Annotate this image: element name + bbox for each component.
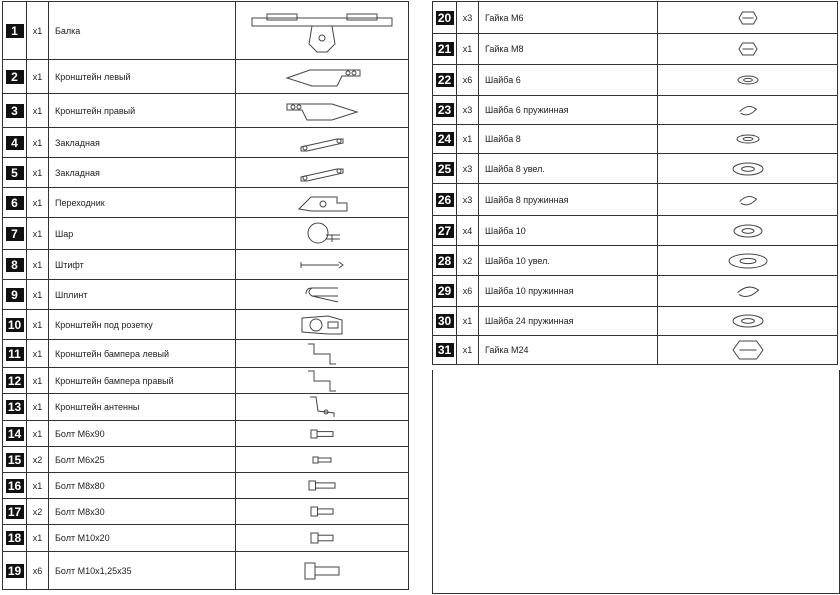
item-number-badge: 24 [436,132,454,146]
item-number-cell [433,246,457,276]
antenna-bracket-icon [306,395,338,419]
item-number-cell [433,96,457,125]
item-quantity: x4 [457,216,479,246]
item-number-cell [3,158,27,188]
item-number-cell [3,473,27,499]
item-picture-cell [236,473,409,499]
parts-row [433,2,838,34]
parts-row [3,340,409,368]
flat-washer-icon [736,134,760,144]
item-number-badge: 30 [436,314,454,328]
item-number-cell [3,218,27,250]
item-number-badge: 6 [6,196,24,210]
item-name: Кронштейн бампера левый [49,340,236,368]
bolt-icon [309,505,335,518]
item-name: Гайка М24 [479,336,658,365]
item-number-cell [433,184,457,216]
item-quantity: x1 [27,368,49,394]
item-quantity: x2 [27,447,49,473]
item-name: Гайка М6 [479,2,658,34]
flat-washer-icon [732,314,764,328]
item-number-badge: 27 [436,224,454,238]
parts-row [433,34,838,65]
item-picture-cell [236,552,409,590]
item-number-cell [3,94,27,128]
item-quantity: x1 [27,340,49,368]
item-name: Кронштейн под розетку [49,310,236,340]
item-number-badge: 4 [6,136,24,150]
item-picture-cell [658,65,838,96]
item-number-badge: 15 [6,453,24,467]
item-name: Закладная [49,128,236,158]
item-name: Переходник [49,188,236,218]
item-number-badge: 12 [6,374,24,388]
left-bracket-icon [282,64,362,90]
item-number-cell [3,447,27,473]
item-number-badge: 2 [6,70,24,84]
item-number-cell [3,128,27,158]
embed-plate-icon [297,163,347,183]
item-picture-cell [236,128,409,158]
bumper-bracket-icon [304,342,340,366]
item-number-cell [3,188,27,218]
parts-row [433,96,838,125]
item-name: Шайба 10 пружинная [479,276,658,307]
item-number-cell [3,340,27,368]
item-number-cell [3,310,27,340]
item-number-cell [433,2,457,34]
parts-row [3,2,409,60]
item-number-badge: 18 [6,531,24,545]
item-number-cell [3,368,27,394]
item-quantity: x6 [27,552,49,590]
item-name: Шар [49,218,236,250]
adapter-icon [295,191,350,215]
flat-washer-icon [728,253,768,269]
item-number-cell [3,421,27,447]
item-picture-cell [658,336,838,365]
item-number-badge: 19 [6,564,24,578]
item-name: Болт М8х30 [49,499,236,525]
item-picture-cell [236,60,409,94]
item-picture-cell [236,218,409,250]
item-quantity: x6 [457,65,479,96]
item-quantity: x1 [457,336,479,365]
item-picture-cell [236,421,409,447]
item-number-cell [3,394,27,421]
empty-table-area [432,370,840,594]
item-number-badge: 23 [436,103,454,117]
item-quantity: x1 [27,188,49,218]
item-name: Шайба 6 пружинная [479,96,658,125]
item-number-badge: 8 [6,258,24,272]
item-name: Шайба 6 [479,65,658,96]
item-quantity: x1 [27,128,49,158]
item-quantity: x2 [27,499,49,525]
item-quantity: x1 [457,125,479,154]
item-number-badge: 1 [6,24,24,38]
item-quantity: x1 [457,34,479,65]
parts-row [3,188,409,218]
item-number-cell [433,154,457,184]
bolt-icon [311,455,333,465]
bolt-icon [309,428,335,440]
item-quantity: x1 [27,310,49,340]
parts-row [3,280,409,310]
bolt-icon [309,531,335,545]
parts-row [433,216,838,246]
parts-row [433,276,838,307]
spring-washer-icon [736,192,760,208]
item-name: Болт М10х20 [49,525,236,552]
item-name: Шайба 8 увел. [479,154,658,184]
item-quantity: x1 [27,250,49,280]
bumper-bracket-icon [304,369,340,393]
item-number-cell [433,125,457,154]
item-number-cell [433,34,457,65]
item-name: Кронштейн антенны [49,394,236,421]
item-quantity: x3 [457,184,479,216]
item-number-badge: 20 [436,11,454,25]
item-quantity: x1 [27,394,49,421]
item-name: Закладная [49,158,236,188]
item-name: Болт М6х90 [49,421,236,447]
item-name: Болт М6х25 [49,447,236,473]
item-picture-cell [658,154,838,184]
tow-beam-icon [247,6,397,56]
parts-row [3,394,409,421]
item-picture-cell [658,276,838,307]
parts-row [3,473,409,499]
item-number-cell [433,65,457,96]
item-name: Шайба 10 [479,216,658,246]
item-picture-cell [658,96,838,125]
cotter-pin-icon [302,284,342,306]
parts-row [3,250,409,280]
flat-washer-icon [737,75,759,85]
item-name: Штифт [49,250,236,280]
item-name: Болт М8х80 [49,473,236,499]
bolt-icon [307,479,337,492]
item-number-badge: 28 [436,254,454,268]
parts-table-right [432,1,838,365]
hex-nut-icon [737,41,759,57]
item-picture-cell [658,34,838,65]
item-number-badge: 17 [6,505,24,519]
item-quantity: x1 [27,525,49,552]
item-quantity: x1 [27,473,49,499]
item-number-cell [433,307,457,336]
parts-row [3,60,409,94]
item-number-badge: 21 [436,42,454,56]
item-quantity: x1 [27,421,49,447]
item-picture-cell [658,246,838,276]
item-picture-cell [658,307,838,336]
item-quantity: x1 [27,2,49,60]
item-number-cell [3,525,27,552]
parts-row [433,125,838,154]
item-number-badge: 13 [6,400,24,414]
item-name: Шайба 10 увел. [479,246,658,276]
item-name: Шайба 24 пружинная [479,307,658,336]
parts-row [3,128,409,158]
item-quantity: x1 [27,94,49,128]
item-number-badge: 3 [6,104,24,118]
item-quantity: x3 [457,96,479,125]
item-quantity: x1 [457,307,479,336]
item-number-cell [3,552,27,590]
parts-row [3,94,409,128]
item-name: Балка [49,2,236,60]
item-number-badge: 9 [6,288,24,302]
spring-washer-icon [733,282,763,300]
item-picture-cell [236,340,409,368]
item-number-badge: 31 [436,343,454,357]
item-picture-cell [236,447,409,473]
tow-ball-icon [302,220,342,248]
item-picture-cell [658,125,838,154]
item-number-badge: 16 [6,479,24,493]
item-name: Кронштейн левый [49,60,236,94]
item-number-cell [3,250,27,280]
parts-row [433,246,838,276]
item-picture-cell [658,2,838,34]
item-number-cell [3,499,27,525]
parts-row [3,368,409,394]
item-picture-cell [236,188,409,218]
parts-row [3,310,409,340]
item-number-cell [3,280,27,310]
parts-row [433,307,838,336]
parts-row [433,65,838,96]
item-number-badge: 7 [6,227,24,241]
parts-row [433,336,838,365]
item-picture-cell [236,394,409,421]
item-picture-cell [236,310,409,340]
pin-icon [299,258,345,272]
item-picture-cell [236,2,409,60]
item-number-badge: 26 [436,193,454,207]
item-name: Шплинт [49,280,236,310]
item-picture-cell [236,250,409,280]
item-name: Шайба 8 [479,125,658,154]
hex-nut-icon [731,339,765,361]
item-number-badge: 22 [436,73,454,87]
parts-row [3,158,409,188]
item-picture-cell [236,368,409,394]
socket-bracket-icon [298,312,346,338]
parts-row [3,525,409,552]
item-number-cell [3,2,27,60]
item-number-cell [433,276,457,307]
item-picture-cell [236,158,409,188]
item-quantity: x1 [27,280,49,310]
item-quantity: x6 [457,276,479,307]
parts-row [433,184,838,216]
item-number-cell [433,216,457,246]
item-name: Кронштейн бампера правый [49,368,236,394]
item-number-cell [3,60,27,94]
item-number-badge: 14 [6,427,24,441]
item-picture-cell [236,94,409,128]
item-quantity: x3 [457,154,479,184]
item-name: Шайба 8 пружинная [479,184,658,216]
spring-washer-icon [736,102,760,118]
parts-row [3,499,409,525]
item-quantity: x2 [457,246,479,276]
item-quantity: x1 [27,60,49,94]
bolt-icon [303,561,341,581]
flat-washer-icon [732,162,764,176]
item-number-badge: 11 [6,347,24,361]
parts-row [3,421,409,447]
item-number-cell [433,336,457,365]
item-quantity: x3 [457,2,479,34]
right-bracket-icon [282,98,362,124]
item-picture-cell [236,525,409,552]
item-name: Гайка М8 [479,34,658,65]
item-picture-cell [236,280,409,310]
parts-row [3,552,409,590]
item-name: Болт М10х1,25х35 [49,552,236,590]
flat-washer-icon [733,224,763,238]
embed-plate-icon [297,133,347,153]
item-picture-cell [658,216,838,246]
item-quantity: x1 [27,158,49,188]
item-number-badge: 5 [6,166,24,180]
item-name: Кронштейн правый [49,94,236,128]
parts-table-left [2,1,409,590]
parts-row [433,154,838,184]
parts-row [3,447,409,473]
item-number-badge: 10 [6,318,24,332]
item-number-badge: 25 [436,162,454,176]
item-picture-cell [658,184,838,216]
item-number-badge: 29 [436,284,454,298]
item-picture-cell [236,499,409,525]
item-quantity: x1 [27,218,49,250]
parts-row [3,218,409,250]
hex-nut-icon [737,10,759,26]
